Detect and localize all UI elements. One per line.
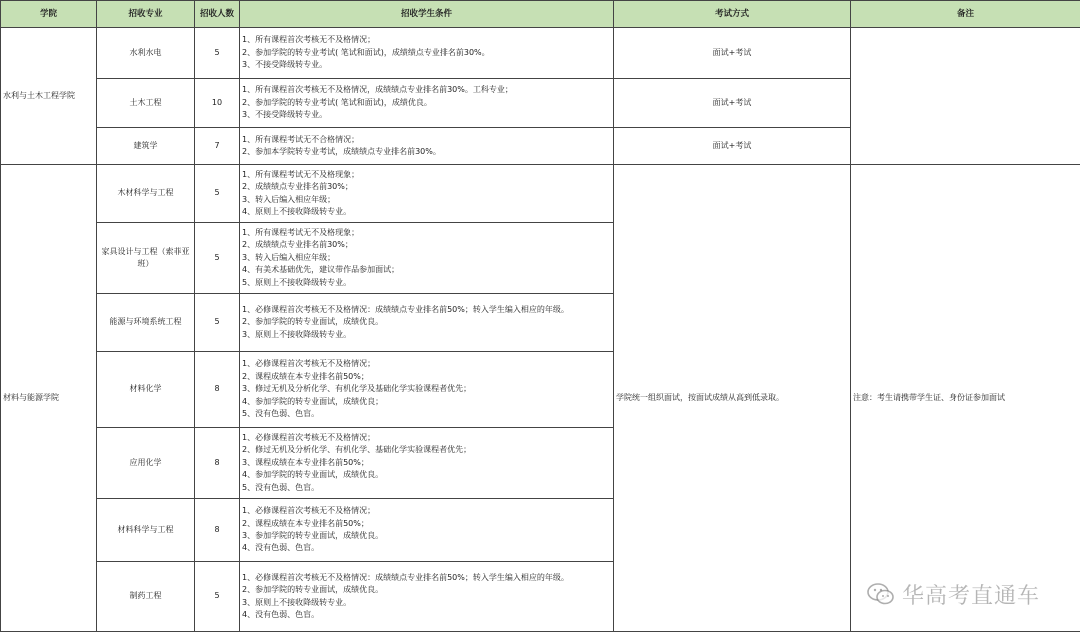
condition-line: 3、原则上不接收降级转专业。 [242,329,352,339]
condition-line: 4、原则上不接收降级转专业。 [242,206,352,216]
condition-line: 2、参加学院的转专业考试( 笔试和面试)，成绩优良。 [242,97,432,107]
major-name: 木材科学与工程 [97,165,195,223]
exam-method: 学院统一组织面试，按面试成绩从高到低录取。 [614,165,851,632]
enroll-count: 5 [195,294,240,352]
condition-line: 3、原则上不接收降级转专业。 [242,597,352,607]
exam-method: 面试+考试 [614,128,851,165]
condition-line: 3、修过无机及分析化学、有机化学及基础化学实验课程者优先； [242,384,472,394]
college-name: 水利与土木工程学院 [1,28,97,165]
condition-line: 1、必修课程首次考核无不及格情况； [242,506,376,516]
condition-line: 2、参加学院的转专业考试( 笔试和面试)，成绩绩点专业排名前30%。 [242,47,490,57]
condition-line: 4、参加学院的转专业面试，成绩优良。 [242,470,384,480]
condition-line: 3、课程成绩在本专业排名前50%； [242,457,369,467]
enroll-count: 5 [195,165,240,223]
condition-line: 1、所有课程考试无不及格现象； [242,227,360,237]
conditions-cell [240,562,614,632]
watermark-text: 华高考直通车 [902,583,1041,609]
conditions-cell [240,294,614,352]
condition-line: 3、转入后编入相应年级； [242,252,336,262]
wechat-icon [866,579,896,609]
condition-line: 5、没有色弱、色盲。 [242,482,320,492]
major-name: 土木工程 [97,79,195,128]
conditions-cell [240,165,614,223]
conditions-cell [240,499,614,562]
condition-line: 1、所有课程首次考核无不及格情况，成绩绩点专业排名前30%。工科专业； [242,85,513,95]
condition-line: 1、必修课程首次考核无不及格情况； [242,432,376,442]
condition-line: 4、没有色弱、色盲。 [242,543,320,553]
condition-line: 4、有美术基础优先，建议带作品参加面试； [242,265,400,275]
major-name: 家具设计与工程（索菲亚班） [97,223,195,294]
condition-line: 1、所有课程考试无不合格情况； [242,134,360,144]
condition-line: 1、必修课程首次考核无不及格情况； [242,359,376,369]
condition-line: 5、原则上不接收降级转专业。 [242,277,352,287]
major-name: 水利水电 [97,28,195,79]
exam-method: 面试+考试 [614,79,851,128]
condition-line: 4、参加学院的转专业面试，成绩优良； [242,396,384,406]
condition-line: 2、参加学院的转专业面试，成绩优良。 [242,585,384,595]
condition-line: 5、没有色弱、色盲。 [242,409,320,419]
condition-line: 2、成绩绩点专业排名前30%； [242,240,353,250]
condition-line: 1、必修课程首次考核无不及格情况：成绩绩点专业排名前50%；转入学生编入相应的年级。 [242,304,569,314]
college-name: 材料与能源学院 [1,165,97,632]
major-name: 材料化学 [97,352,195,428]
enroll-count: 5 [195,28,240,79]
header-row [1,1,1080,28]
conditions-cell [240,428,614,499]
enroll-count: 8 [195,352,240,428]
table-row [1,28,1080,79]
remark-cell: 注意：考生请携带学生证、身份证参加面试 [851,165,1080,632]
watermark [866,572,1040,616]
header-count: 招收人数 [195,1,240,28]
conditions-cell [240,352,614,428]
condition-line: 2、成绩绩点专业排名前30%； [242,182,353,192]
enroll-count: 7 [195,128,240,165]
major-name: 建筑学 [97,128,195,165]
remark-cell [851,28,1080,165]
enroll-count: 10 [195,79,240,128]
condition-line: 3、不接受降级转专业。 [242,110,328,120]
major-name: 应用化学 [97,428,195,499]
header-exam: 考试方式 [614,1,851,28]
condition-line: 2、课程成绩在本专业排名前50%； [242,518,369,528]
major-name: 制药工程 [97,562,195,632]
conditions-cell [240,128,614,165]
condition-line: 4、没有色弱、色盲。 [242,609,320,619]
condition-line: 2、参加学院的转专业面试，成绩优良。 [242,317,384,327]
condition-line: 2、课程成绩在本专业排名前50%； [242,371,369,381]
major-name: 能源与环境系统工程 [97,294,195,352]
condition-line: 1、所有课程考试无不及格现象； [242,169,360,179]
enroll-count: 5 [195,223,240,294]
table-row [1,165,1080,223]
enroll-count: 8 [195,428,240,499]
condition-line: 3、参加学院的转专业面试，成绩优良。 [242,531,384,540]
conditions-cell [240,28,614,79]
header-major: 招收专业 [97,1,195,28]
enroll-count: 5 [195,562,240,632]
conditions-cell [240,223,614,294]
condition-line: 3、转入后编入相应年级； [242,194,336,204]
condition-line: 2、参加本学院转专业考试，成绩绩点专业排名前30%。 [242,147,441,156]
condition-line: 1、必修课程首次考核无不及格情况：成绩绩点专业排名前50%；转入学生编入相应的年级。 [242,572,569,582]
condition-line: 3、不接受降级转专业。 [242,60,328,70]
condition-line: 1、所有课程首次考核无不及格情况； [242,35,376,45]
header-remark: 备注 [851,1,1080,28]
condition-line: 2、修过无机及分析化学、有机化学、基础化学实验课程者优先； [242,445,472,455]
header-college: 学院 [1,1,97,28]
conditions-cell [240,79,614,128]
header-conditions: 招收学生条件 [240,1,614,28]
major-name: 材料科学与工程 [97,499,195,562]
enroll-count: 8 [195,499,240,562]
exam-method: 面试+考试 [614,28,851,79]
